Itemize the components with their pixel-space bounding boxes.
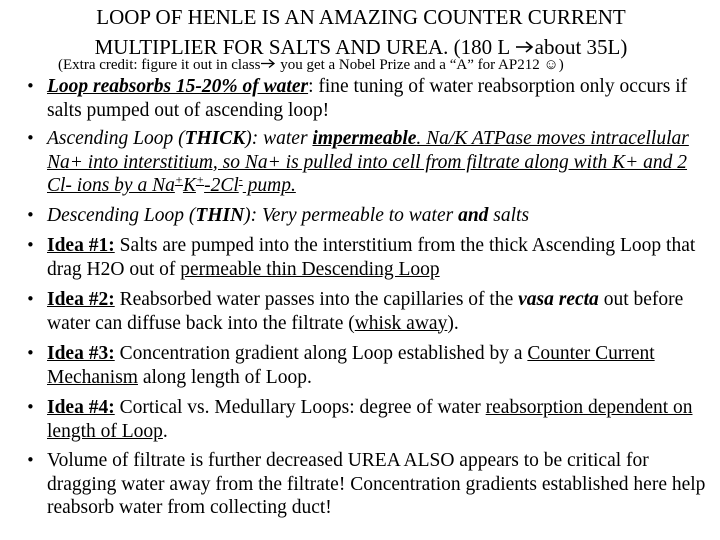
bullet-dot: • <box>26 344 35 362</box>
whisk-away: whisk away <box>354 312 448 334</box>
reabsorption-dependent: reabsorption dependent on length of Loop <box>47 397 693 442</box>
list-item <box>0 204 716 228</box>
b3-and: and <box>458 204 489 226</box>
title-line-2-a: MULTIPLIER FOR SALTS AND UREA. (180 L <box>94 35 515 59</box>
b4-permeable: permeable thin Descending Loop <box>180 258 440 280</box>
list-item <box>0 396 716 443</box>
b3-thin: THIN <box>195 204 245 226</box>
list-item <box>0 288 716 335</box>
list-item <box>0 449 716 520</box>
b2-impermeable: impermeable <box>312 128 417 149</box>
subtitle-a: (Extra credit: figure it out in class <box>58 57 261 73</box>
bullet-dot: • <box>26 129 35 147</box>
b2-sup-2: + <box>195 172 205 187</box>
smiley-icon: ☺) <box>543 57 564 73</box>
list-item <box>0 342 716 389</box>
b2-head: Ascending Loop ( <box>47 128 185 149</box>
b3-head-end: ): Very permeable to water <box>244 204 459 226</box>
bullet-dot: • <box>26 451 35 469</box>
list-item <box>0 234 716 281</box>
idea-1-label: Idea #1: <box>47 235 115 256</box>
title-line-1: LOOP OF HENLE IS AN AMAZING COUNTER CURRENT <box>96 5 626 29</box>
bullet-dot: • <box>26 398 35 416</box>
b4-text-1: Salts are pumped into the interstitium from the thick Ascending Loop that drag H2O out of <box>47 235 696 280</box>
bullet-dot: • <box>26 236 35 254</box>
b6-text-2: along length of Loop. <box>137 366 312 388</box>
vasa-recta: vasa recta <box>518 289 599 310</box>
b2-sup-1: + <box>174 172 183 187</box>
subtitle-b: you get a Nobel Prize and a “A” for AP212 <box>276 57 544 73</box>
reabsorbs-term: Loop reabsorbs 15-20% of water <box>47 76 309 97</box>
idea-3-label: Idea #3: <box>47 343 115 364</box>
b7-text-1: Cortical vs. Medullary Loops: degree of water <box>114 397 486 418</box>
extra-credit-note <box>58 55 708 75</box>
b1-text: : fine tuning of water reabsorption only occurs if salts pumped out of ascending loop! <box>47 76 688 121</box>
bullet-dot: • <box>26 290 35 308</box>
list-item <box>0 127 716 198</box>
b8-text: Volume of filtrate is further decreased UREA ALSO appears to be critical for dragging water away from the filtrate! Concentration gradients established here help reabsorb water from collecting duct! <box>47 450 706 518</box>
bullet-list <box>0 75 716 520</box>
b7-text-2: . <box>162 420 168 442</box>
bullet-dot: • <box>26 205 35 224</box>
b3-tail: salts <box>488 204 530 226</box>
b5-text-3: ). <box>447 312 459 334</box>
title-line-2-b: about 35L) <box>534 35 628 59</box>
idea-2-label: Idea #2: <box>47 289 115 310</box>
b5-text-2: out before water can diffuse back into the filtrate ( <box>47 289 684 334</box>
b2-head-end: ): water <box>245 128 313 149</box>
slide-title <box>36 2 686 62</box>
b2-text-3: -2Cl <box>204 175 239 196</box>
b2-thick: THICK <box>184 128 246 149</box>
right-arrow-icon <box>260 55 276 75</box>
idea-4-label: Idea #4: <box>47 397 115 418</box>
b2-sup-3: - <box>238 172 243 187</box>
b6-text-1: Concentration gradient along Loop established by a <box>114 343 528 364</box>
b2-text-1: . Na/K ATPase moves intracellular Na+ into interstitium, so Na+ is pulled into cell from filtrate along with K+ and 2 Cl- ions by a Na <box>47 128 689 196</box>
b2-text-4: pump. <box>242 175 296 196</box>
b5-text-1: Reabsorbed water passes into the capillaries of the <box>114 289 519 310</box>
bullet-dot: • <box>26 77 35 95</box>
ascending-loop-text <box>47 128 689 196</box>
counter-current-mechanism: Counter Current Mechanism <box>47 343 655 388</box>
descending-loop-text <box>47 205 529 226</box>
b2-text-2: K <box>182 175 196 196</box>
b3-head: Descending Loop ( <box>47 204 196 226</box>
list-item <box>0 75 716 122</box>
